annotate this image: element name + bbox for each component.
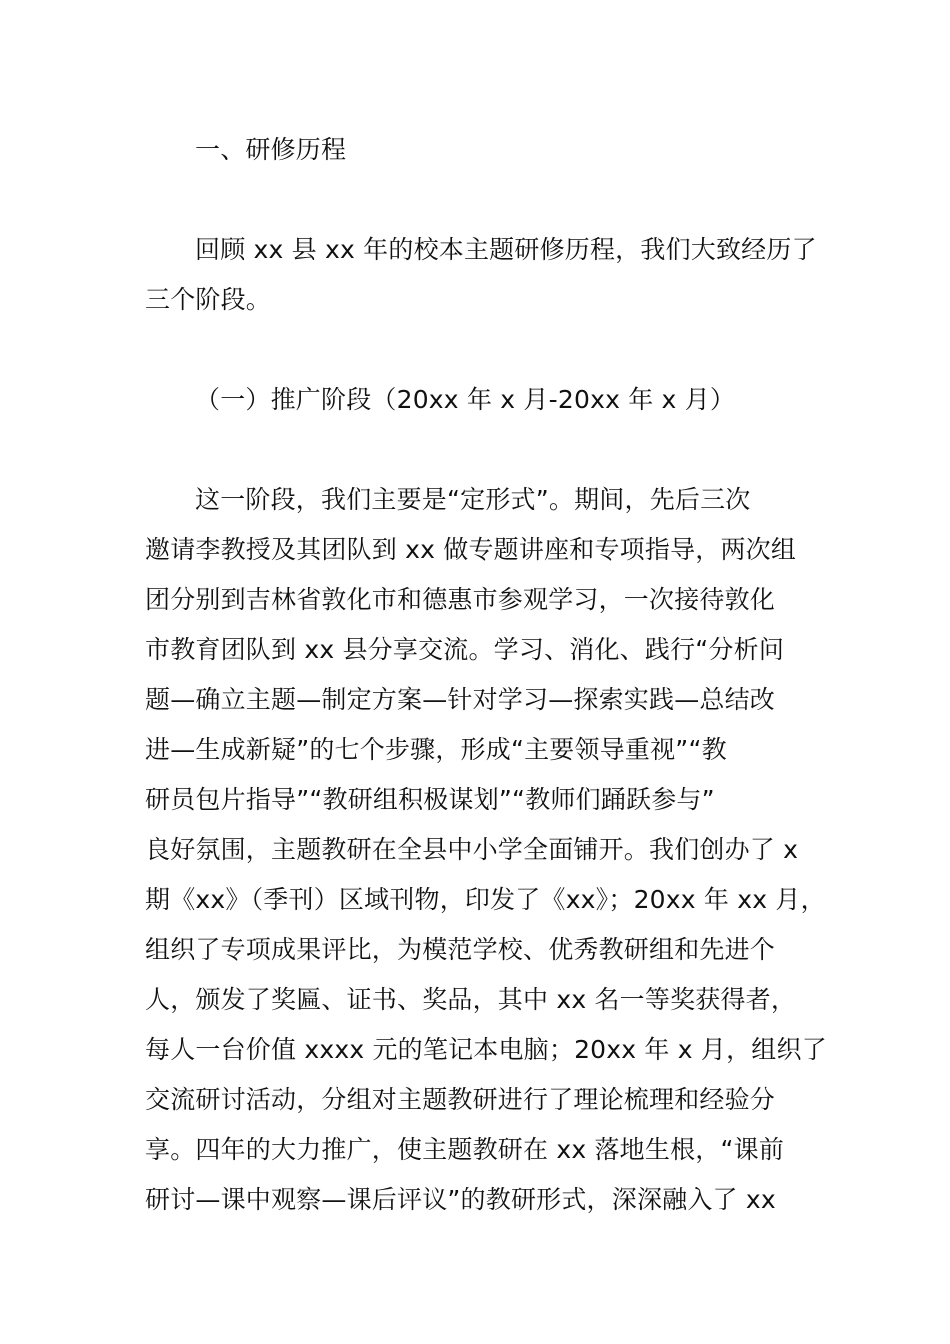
paragraph-line: 题—确立主题—制定方案—针对学习—探索实践—总结改 xyxy=(145,685,776,714)
paragraph-line: 人，颁发了奖匾、证书、奖品，其中 xx 名一等奖获得者， xyxy=(145,985,797,1014)
paragraph-line: 组织了专项成果评比，为模范学校、优秀教研组和先进个 xyxy=(145,935,776,964)
paragraph-line: 交流研讨活动，分组对主题教研进行了理论梳理和经验分 xyxy=(145,1085,776,1114)
intro-line-1: 回顾 xx 县 xx 年的校本主题研修历程，我们大致经历了 xyxy=(195,235,817,264)
paragraph-line: 这一阶段，我们主要是“定形式”。期间，先后三次 xyxy=(195,485,751,514)
paragraph-line: 期《xx》（季刊）区域刊物，印发了《xx》；20xx 年 xx 月， xyxy=(145,885,826,914)
paragraph-line: 进—生成新疑”的七个步骤，形成“主要领导重视”“教 xyxy=(145,735,727,764)
paragraph-line: 享。四年的大力推广，使主题教研在 xx 落地生根，“课前 xyxy=(145,1135,785,1164)
paragraph-line: 研员包片指导”“教研组积极谋划”“教师们踊跃参与” xyxy=(145,785,715,814)
section-heading: 一、研修历程 xyxy=(195,135,347,164)
paragraph-line: 邀请李教授及其团队到 xx 做专题讲座和专项指导，两次组 xyxy=(145,535,797,564)
subsection-heading: （一）推广阶段（20xx 年 x 月-20xx 年 x 月） xyxy=(195,385,736,414)
paragraph-line: 团分别到吉林省敦化市和德惠市参观学习，一次接待敦化 xyxy=(145,585,776,614)
paragraph-line: 良好氛围，主题教研在全县中小学全面铺开。我们创办了 x xyxy=(145,835,799,864)
paragraph-line: 每人一台价值 xxxx 元的笔记本电脑；20xx 年 x 月，组织了 xyxy=(145,1035,827,1064)
intro-line-2: 三个阶段。 xyxy=(145,285,272,314)
paragraph-line: 市教育团队到 xx 县分享交流。学习、消化、践行“分析问 xyxy=(145,635,785,664)
paragraph-line: 研讨—课中观察—课后评议”的教研形式，深深融入了 xx xyxy=(145,1185,776,1214)
